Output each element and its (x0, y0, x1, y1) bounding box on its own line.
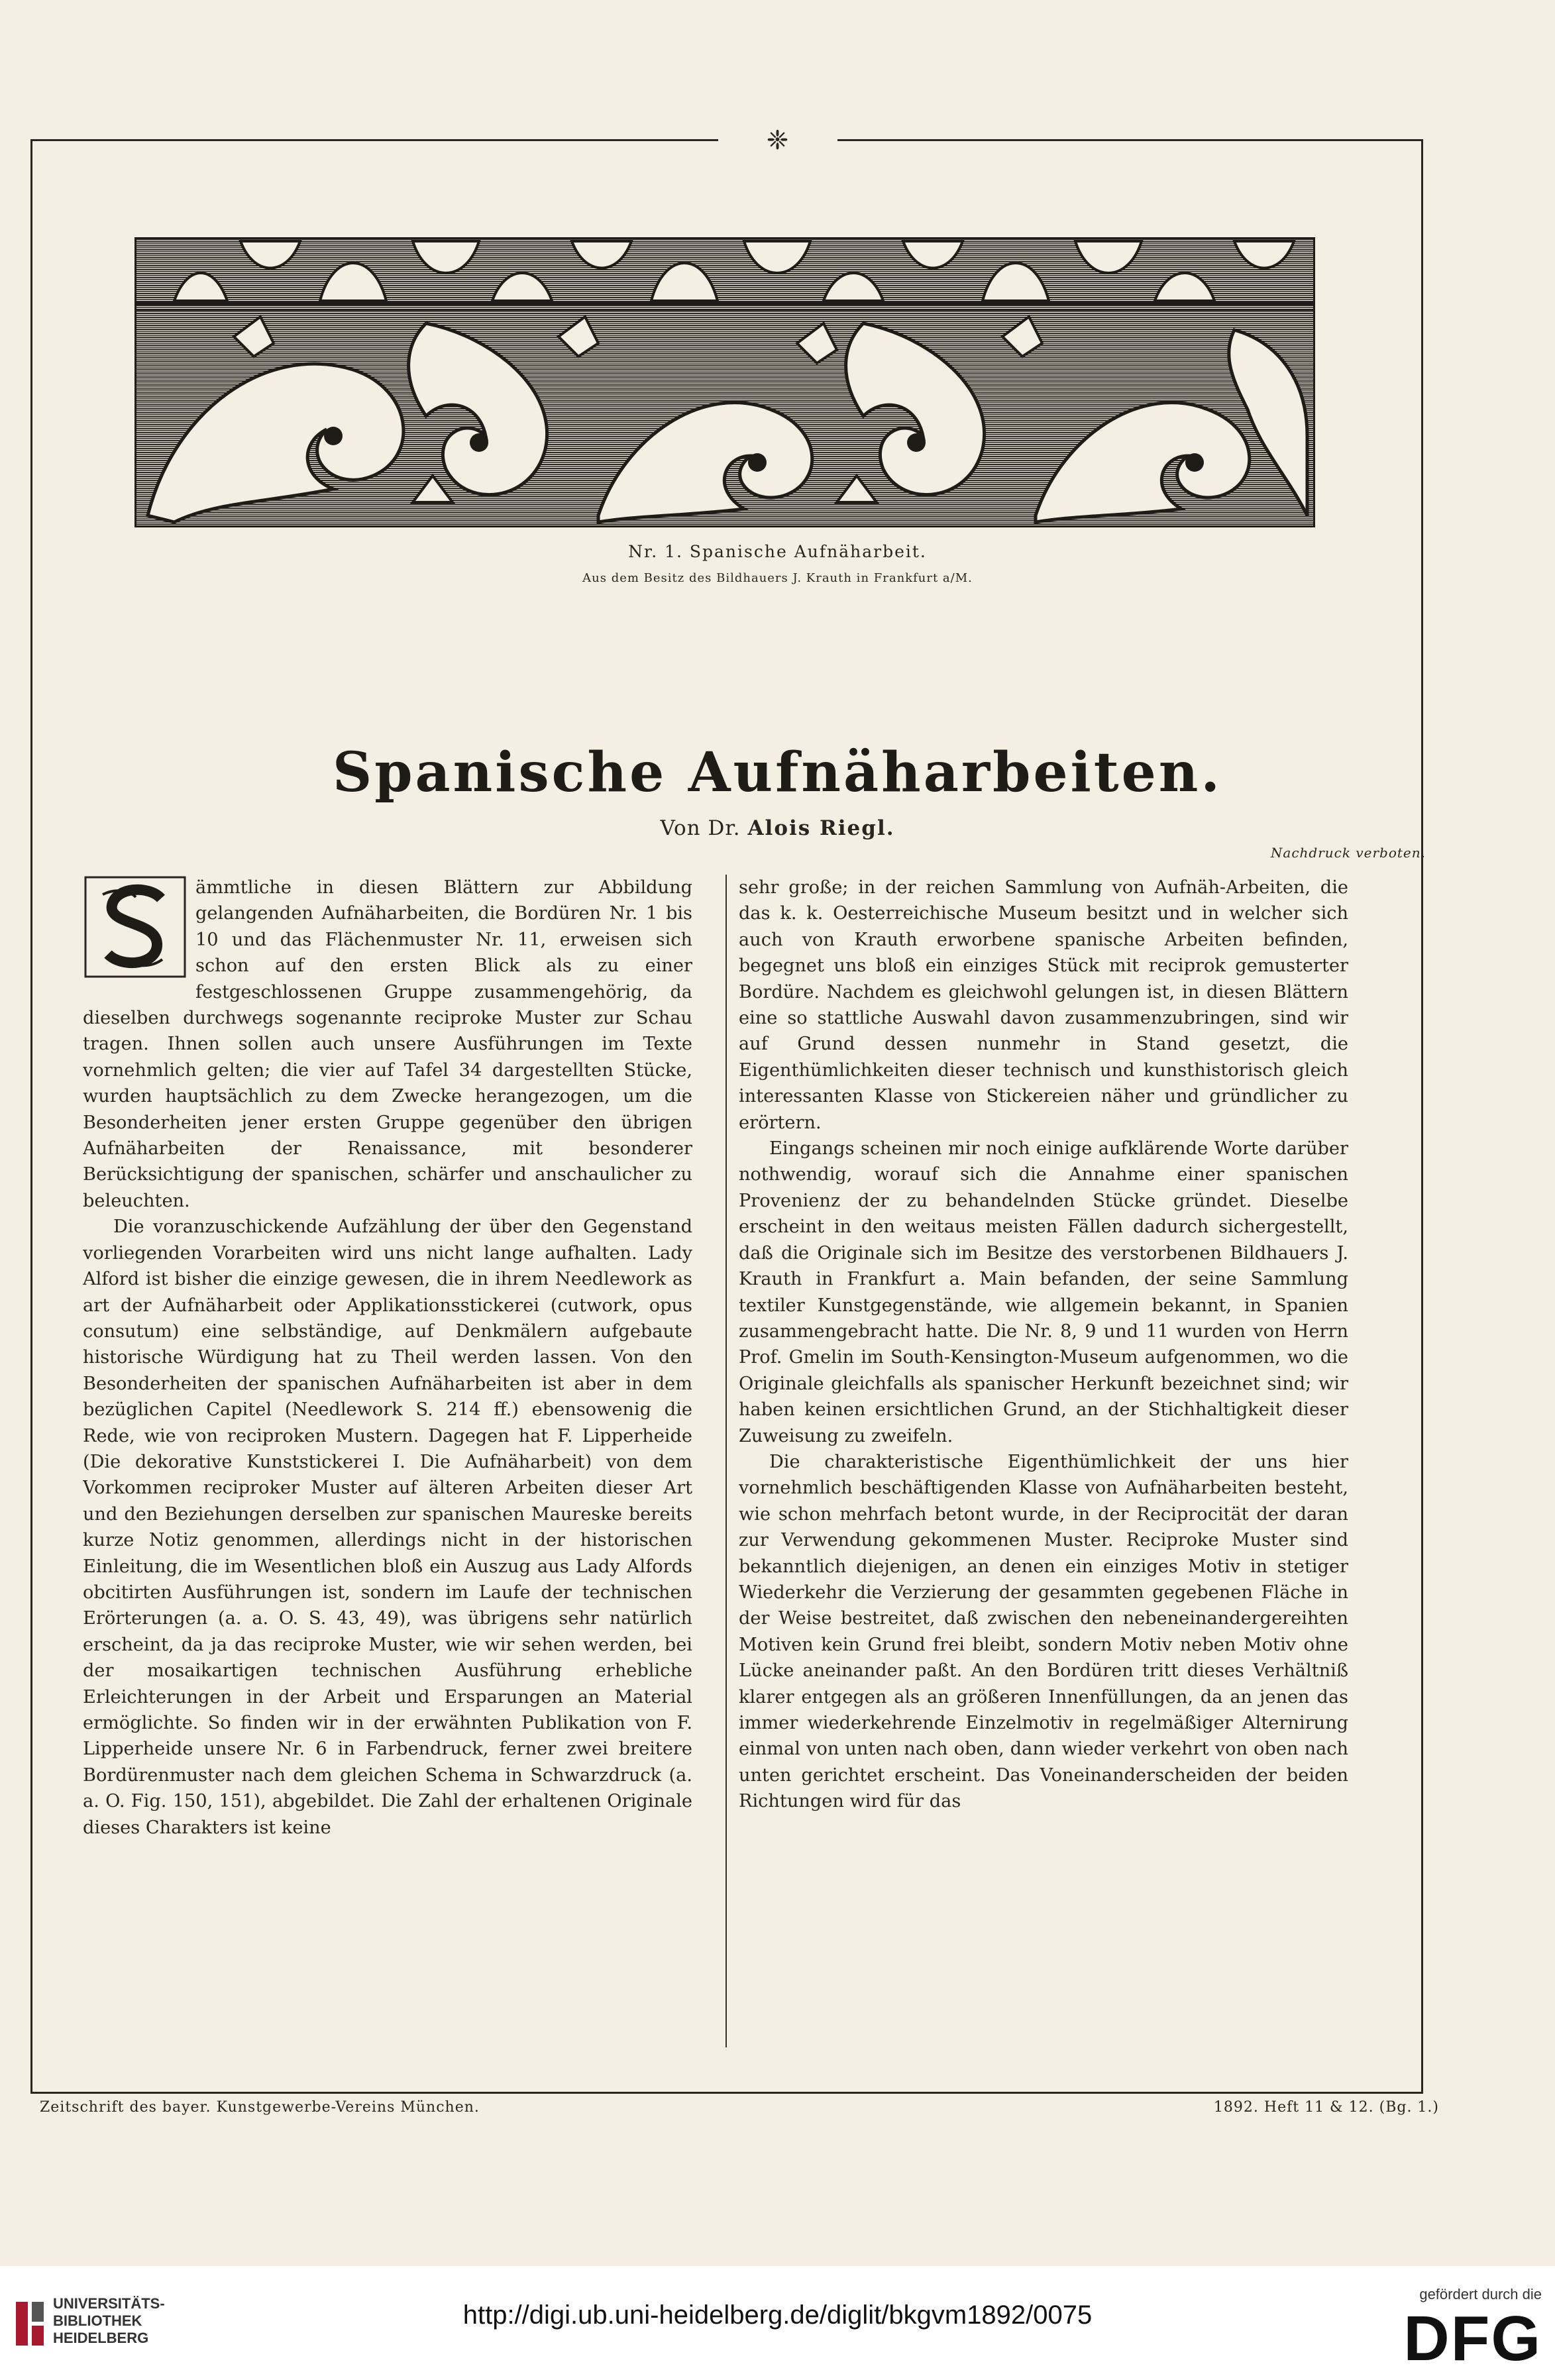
article-title: Spanische Aufnäharbeiten. (333, 741, 1222, 804)
reprint-note: Nachdruck verboten. (1270, 845, 1426, 861)
column-divider (725, 875, 727, 2047)
author-prefix: Von Dr. (660, 816, 741, 840)
footer-journal: Zeitschrift des bayer. Kunstgewerbe-Vereins München. (40, 2099, 480, 2116)
library-name-line: UNIVERSITÄTS- (53, 2295, 165, 2312)
figure-credit: Aus dem Besitz des Bildhauers J. Krauth in Frankfurt a/M. (582, 571, 973, 585)
library-name-line: HEIDELBERG (53, 2330, 149, 2346)
flourish-icon: ❈ (766, 125, 789, 156)
funding-note: gefördert durch die (1419, 2286, 1542, 2302)
dfg-logo: DFG (1403, 2303, 1542, 2374)
text-column-left (83, 875, 692, 2047)
library-bar (0, 2266, 1555, 2380)
head-ornament (0, 127, 1555, 158)
paragraph: Die voranzuschickende Aufzählung der über den Gegenstand vorliegenden Vorarbeiten wird uns nicht lange aufhalten. Lady Alford ist bisher die einzige gewesen, die in ihrem Needlework as art der Aufnäharbeit oder Applikationsstickerei (cutwork, opus consutum) eine selbständige, auf Denkmälern aufgebaute historische Würdigung hat zu Theil werden lassen. Von den Besonderheiten der spanischen Aufnäharbeiten ist aber in dem bezüglichen Capitel (Needlework S. 214 ff.) ebensowenig die Rede, wie von reciproken Mustern. Dagegen hat F. Lipperheide (Die dekorative Kunststickerei I. Die Aufnäharbeit) von dem Vorkommen reciproker Muster auf älteren Arbeiten dieser Art und den Beziehungen derselben zur spanischen Maureske bereits kurze Notiz genommen, allerdings nicht in der historischen Einleitung, die im Wesentlichen bloß ein Auszug aus Lady Alfords obcitirten Ausführungen ist, sondern im Laufe der technischen Erörterungen (a. a. O. S. 43, 49), was übrigens sehr natürlich erscheint, da ja das reciproke Muster, wie wir sehen werden, bei der mosaikartigen technischen Ausführung erhebliche Erleichterungen in der Arbeit und Ersparungen an Material ermöglichte. So finden wir in der erwähnten Publikation von F. Lipperheide unsere Nr. 6 in Farbendruck, ferner zwei breitere Bordürenmuster nach dem gleichen Schema in Schwarzdruck (a. a. O. Fig. 150, 151), abgebildet. Die Zahl der erhaltenen Originale dieses Charakters ist keine (83, 1217, 692, 1838)
fraktur-S-dropcap-icon (83, 875, 188, 979)
figure-caption: Nr. 1. Spanische Aufnäharbeit. (628, 542, 927, 561)
document-url-link[interactable]: http://digi.ub.uni-heidelberg.de/diglit/bkgvm1892/0075 (462, 2300, 1093, 2330)
library-name-line: BIBLIOTHEK (53, 2312, 142, 2329)
paragraph: Die charakteristische Eigenthümlichkeit der uns hier vornehmlich beschäftigenden Klasse von Aufnäharbeiten besteht, wie schon mehrfach betont wurde, in der Reciprocität der daran zur Verwendung gekommenen Muster. Reciproke Muster sind bekanntlich diejenigen, an denen ein einziges Motiv in stetiger Wiederkehr die Verzierung der gesammten gegebenen Fläche in der Weise bestreitet, daß zwischen den nebeneinandergereihten Motiven kein Grund frei bleibt, sondern Motiv neben Motiv ohne Lücke aneinander paßt. An den Bordüren tritt dieses Verhältniß klarer entgegen als an größeren Innenfüllungen, da an jenen das immer wiederkehrende Einzelmotiv in regelmäßiger Alternirung einmal von unten nach oben, dann wieder verkehrt von oben nach unten gerichtet erscheint. Das Voneinanderscheiden der beiden Richtungen wird für das (739, 1451, 1348, 1812)
paragraph: Eingangs scheinen mir noch einige aufklärende Worte darüber nothwendig, worauf sich die Annahme einer spanischen Provenienz der zu behandelnden Stücke gründet. Dieselbe erscheint in den weitaus meisten Fällen dadurch sichergestellt, daß die Originale sich im Besitze des verstorbenen Bildhauers J. Krauth in Frankfurt a. Main befanden, der seine Sammlung textiler Kunstgegenstände, wie allgemein bekannt, in Spanien zusammengebracht hatte. Die Nr. 8, 9 und 11 wurden von Herrn Prof. Gmelin im South-Kensington-Museum aufgenommen, wo die Originale gleichfalls als spanischer Herkunft bezeichnet sind; wir haben keinen ersichtlichen Grund, an der Stichhaltigkeit dieser Zuweisung zu zweifeln. (739, 1138, 1348, 1446)
article-author (0, 816, 1555, 840)
paragraph: sehr große; in der reichen Sammlung von Aufnäh-Arbeiten, die das k. k. Oesterreichische Museum besitzt und in welcher sich auch von Krauth erworbene spanische Arbeiten befinden, begegnet uns bloß ein einziges Stück mit reciprok gemusterter Bordüre. Nachdem es gleichwohl gelungen ist, in diesen Blättern eine so stattliche Auswahl davon zusammenzubringen, sind wir auf Grund dessen nunmehr in Stand gesetzt, die Eigenthümlichkeiten dieser technisch und kunsthistorisch gleich interessanten Klasse von Stickereien näher und gründlicher zu erörtern. (739, 877, 1348, 1133)
author-name: Alois Riegl. (747, 816, 895, 840)
text-column-right (739, 875, 1348, 2047)
paragraph: ämmtliche in diesen Blättern zur Abbildung gelangenden Aufnäharbeiten, die Bordüren Nr. 1 bis 10 und das Flächenmuster Nr. 11, erweisen sich schon auf den ersten Blick als zu einer festgeschlossenen Gruppe zusammengehörig, da dieselben durchwegs sogenannte reciproke Muster zur Schau tragen. Ihnen sollen auch unsere Ausführungen im Texte vornehmlich gelten; die vier auf Tafel 34 dargestellten Stücke, wurden hauptsächlich zu dem Zwecke herangezogen, um die Besonderheiten jener ersten Gruppe gegenüber den übrigen Aufnäharbeiten der Renaissance, mit besonderer Berücksichtigung der spanischen, schärfer und anschaulicher zu beleuchten. (83, 877, 692, 1211)
footer-issue: 1892. Heft 11 & 12. (Bg. 1.) (1213, 2099, 1439, 2116)
ornamental-border-figure (134, 237, 1315, 527)
